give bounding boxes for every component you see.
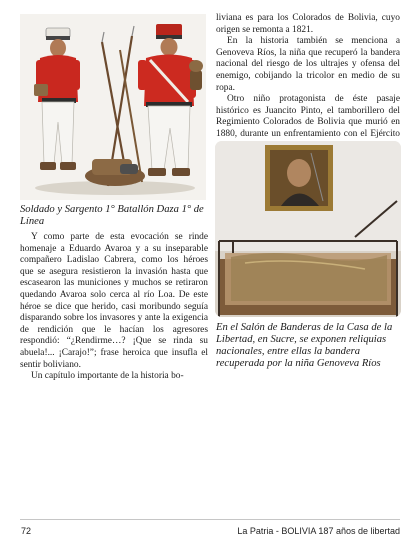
footer-divider — [20, 519, 400, 520]
soldiers-illustration — [20, 14, 206, 200]
left-column-text — [20, 232, 208, 383]
running-footer: La Patria - BOLIVIA 187 años de libertad — [237, 526, 400, 536]
soldiers-drawing — [20, 14, 206, 200]
paragraph-avaroa: Y como parte de esta evocación se rinde homenaje a Eduardo Avaroa y a su inseparable compañero Ladislao Cabrera, como los héroes que se asegura resistieron la invasión hasta que escasearon las municiones y muchos se retiraron quedando Avaroa solo cerca al río Loa. De este héroe se dice que herido, casi moribundo seguía disparando sobre los invasores y ante la exigencia de rendición que le hacían los agresores respondió: “¿Rendirme…? ¡Que se rinda su abuela!... ¡Carajo!”; frase heroica que insufla el sentir boliviano. — [20, 232, 208, 370]
paragraph-genoveva: En la historia también se menciona a Genoveva Ríos, la niña que recuperó la bandera nacional del riesgo de los ultrajes y ofensa del enemigo, cobijando la tricolor en medio de su ropa. — [216, 36, 400, 93]
right-column-text — [216, 13, 400, 152]
paragraph-history-start: Un capítulo importante de la historia bo- — [31, 371, 184, 382]
paragraph-colorados: liviana es para los Colorados de Bolivia, cuyo origen se remonta a 1821. — [216, 13, 400, 35]
page-number: 72 — [21, 526, 32, 536]
soldiers-caption: Soldado y Sargento 1° Batallón Daza 1° de Línea — [20, 204, 204, 227]
flag-hall-caption: En el Salón de Banderas de la Casa de la Libertad, en Sucre, se exponen reliquias nacionales, entre ellas la bandera recuperada por la niña Genoveva Ríos — [216, 322, 393, 369]
flag-hall-drawing — [215, 141, 401, 317]
paragraph-juancito: Otro niño protagonista de éste pasaje histórico es Juancito Pinto, el tamborillero del Regimiento Colorados de Bolivia que murió en 1880, durante un enfrentamiento con el Ejército — [216, 94, 400, 139]
flag-hall-photo — [215, 141, 401, 317]
